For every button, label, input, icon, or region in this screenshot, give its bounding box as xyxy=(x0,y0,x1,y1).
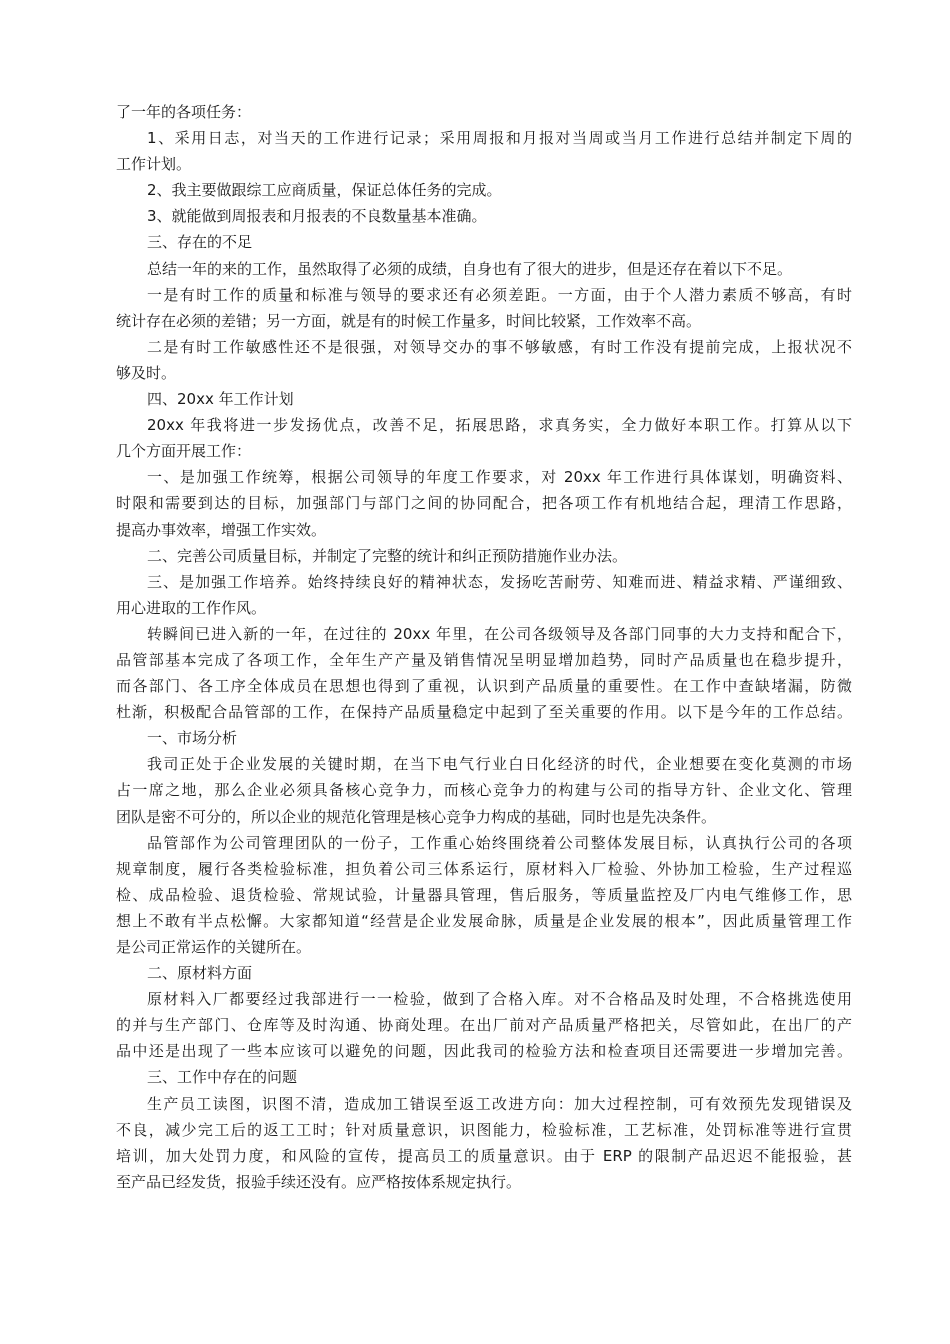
paragraph-line: 够及时。 xyxy=(116,363,177,382)
paragraph-line: 2、我主要做跟综工应商质量，保证总体任务的完成。 xyxy=(147,181,502,200)
paragraph-line: 是公司正常运作的关键所在。 xyxy=(116,938,312,956)
paragraph-line: 团队是密不可分的，所以企业的规范化管理是核心竞争力构成的基础，同时也是先决条件。 xyxy=(116,807,717,826)
paragraph-line: 了一年的各项任务： xyxy=(116,103,252,121)
section-heading: 二、原材料方面 xyxy=(147,964,253,983)
paragraph-line: 二、完善公司质量目标，并制定了完整的统计和纠正预防措施作业办法。 xyxy=(147,546,628,565)
section-heading: 三、存在的不足 xyxy=(147,233,253,252)
paragraph-line: 品管部作为公司管理团队的一份子，工作重心始终围绕着公司整体发展目标，认真执行公司的各项 xyxy=(147,833,852,852)
paragraph-line: 时限和需要到达的目标，加强部门与部门之间的协同配合，把各项工作有机地结合起，理清工作思路， xyxy=(116,494,852,513)
paragraph-line: 而各部门、各工序全体成员在思想也得到了重视，认识到产品质量的重要性。在工作中查缺堵漏，防微 xyxy=(116,677,852,696)
paragraph-line: 品管部基本完成了各项工作，全年生产产量及销售情况呈明显增加趋势，同时产品质量也在稳步提升， xyxy=(116,650,852,669)
paragraph-line: 检、成品检验、退货检验、常规试验，计量器具管理，售后服务，等质量监控及厂内电气维修工作，思 xyxy=(116,885,852,904)
paragraph-line: 不良，减少完工后的返工工时；针对质量意识，识图能力，检验标准，工艺标准，处罚标准等进行宣贯 xyxy=(116,1120,852,1139)
section-heading: 三、工作中存在的问题 xyxy=(147,1068,298,1087)
paragraph-line: 总结一年的来的工作，虽然取得了必须的成绩，自身也有了很大的进步，但是还存在着以下不足。 xyxy=(147,259,793,278)
paragraph-line: 至产品已经发货，报验手续还没有。应严格按体系规定执行。 xyxy=(116,1172,522,1191)
paragraph-line: 3、就能做到周报表和月报表的不良数量基本准确。 xyxy=(147,207,487,226)
paragraph-line: 转瞬间已进入新的一年，在过往的 20xx 年里，在公司各级领导及各部门同事的大力支持和配合下， xyxy=(147,624,852,643)
paragraph-line: 占一席之地，那么企业必须具备核心竞争力，而核心竞争力的构建与公司的指导方针、企业文化、管理 xyxy=(116,781,852,800)
paragraph-line: 几个方面开展工作： xyxy=(116,442,252,461)
paragraph-line: 杜渐，积极配合品管部的工作，在保持产品质量稳定中起到了至关重要的作用。以下是今年的工作总结。 xyxy=(116,703,852,722)
paragraph-line: 原材料入厂都要经过我部进行一一检验，做到了合格入库。对不合格品及时处理，不合格挑选使用 xyxy=(147,990,852,1009)
paragraph-line: 我司正处于企业发展的关键时期，在当下电气行业白日化经济的时代，企业想要在变化莫测的市场 xyxy=(147,755,852,774)
paragraph-line: 一、是加强工作统筹，根据公司领导的年度工作要求，对 20xx 年工作进行具体谋划，明确资料、 xyxy=(147,468,852,487)
document-body xyxy=(116,99,852,1195)
section-heading: 一、市场分析 xyxy=(147,729,238,748)
paragraph-line: 规章制度，履行各类检验标准，担负着公司三体系运行，原材料入厂检验、外协加工检验，生产过程巡 xyxy=(116,859,852,878)
paragraph-line: 生产员工读图，识图不清，造成加工错误至返工改进方向：加大过程控制，可有效预先发现错误及 xyxy=(147,1094,852,1113)
paragraph-line: 统计存在必须的差错；另一方面，就是有的时候工作量多，时间比较紧，工作效率不高。 xyxy=(116,311,702,330)
paragraph-line: 品中还是出现了一些本应该可以避免的问题，因此我司的检验方法和检查项目还需要进一步增加完善。 xyxy=(116,1042,852,1061)
paragraph-line: 三、是加强工作培养。始终持续良好的精神状态，发扬吃苦耐劳、知难而进、精益求精、严谨细致、 xyxy=(147,572,852,591)
paragraph-line: 二是有时工作敏感性还不是很强，对领导交办的事不够敏感，有时工作没有提前完成，上报状况不 xyxy=(147,337,852,356)
paragraph-line: 的并与生产部门、仓库等及时沟通、协商处理。在出厂前对产品质量严格把关，尽管如此，在出厂的产 xyxy=(116,1016,852,1035)
section-heading: 四、20xx 年工作计划 xyxy=(147,390,294,409)
paragraph-line: 工作计划。 xyxy=(116,155,192,174)
paragraph-line: 想上不敢有半点松懈。大家都知道“经营是企业发展命脉，质量是企业发展的根本”，因此质量管理工作 xyxy=(116,911,852,930)
paragraph-line: 一是有时工作的质量和标准与领导的要求还有必须差距。一方面，由于个人潜力素质不够高，有时 xyxy=(147,285,852,304)
paragraph-line: 培训，加大处罚力度，和风险的宣传，提高员工的质量意识。由于 ERP 的限制产品迟迟不能报验，甚 xyxy=(116,1146,852,1165)
paragraph-line: 用心进取的工作作风。 xyxy=(116,598,267,617)
paragraph-line: 提高办事效率，增强工作实效。 xyxy=(116,520,327,539)
paragraph-line: 1、采用日志，对当天的工作进行记录；采用周报和月报对当周或当月工作进行总结并制定下周的 xyxy=(147,129,852,148)
paragraph-line: 20xx 年我将进一步发扬优点，改善不足，拓展思路，求真务实，全力做好本职工作。打算从以下 xyxy=(147,416,852,435)
